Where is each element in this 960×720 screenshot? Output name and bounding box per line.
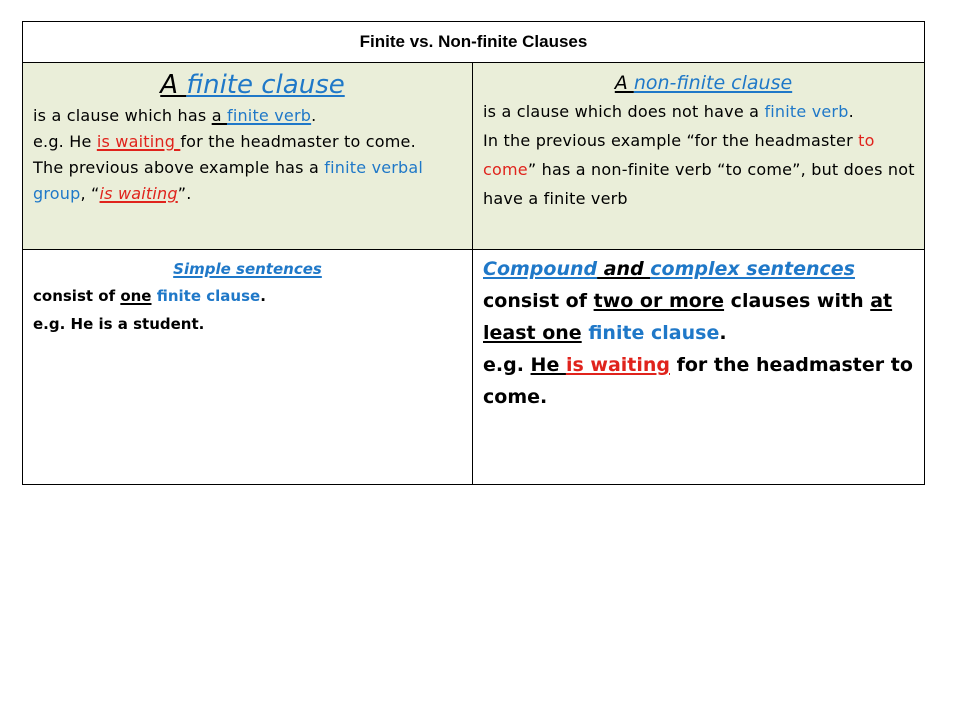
finite-verb-term: finite verb (764, 102, 849, 121)
finite-clause-example (33, 129, 472, 155)
simple-sentences-term: Simple sentences (173, 260, 322, 278)
text-segment: ” has a non-finite verb “to come”, but does not have a finite verb (483, 160, 915, 208)
finite-clause-heading-term: finite clause (186, 70, 345, 100)
non-finite-verb-example: to come (483, 131, 875, 179)
non-finite-heading-term: non-finite clause (633, 72, 793, 94)
non-finite-heading-prefix: A (614, 72, 634, 94)
text-segment: . (311, 106, 317, 125)
non-finite-clause-heading (483, 69, 924, 97)
finite-verb-quote: is waiting (99, 184, 178, 203)
finite-clause-heading-prefix: A (160, 70, 187, 100)
text-segment: He (530, 354, 566, 376)
finite-clause-term: finite clause (156, 287, 261, 305)
text-segment: is a clause which does not have a (483, 102, 765, 121)
complex-sentences-term: complex sentences (650, 258, 855, 280)
text-segment: The previous above example has a (33, 158, 325, 177)
non-finite-clause-definition (483, 97, 924, 126)
compound-sentences-example (483, 349, 924, 413)
simple-sentences-definition (33, 282, 472, 310)
finite-verbal-group-term: finite verbal group (33, 158, 424, 203)
finite-clause-heading (33, 69, 472, 101)
finite-clause-note (33, 155, 472, 207)
finite-clause-definition (33, 103, 472, 129)
text-segment: clauses with (724, 290, 871, 312)
text-segment: consist of (33, 287, 121, 305)
text-segment: for the headmaster to come. (483, 354, 913, 408)
compound-sentences-definition (483, 285, 924, 349)
finite-clause-term: finite clause (588, 322, 720, 344)
text-segment: and (597, 258, 651, 280)
finite-verb-example: is waiting (565, 354, 670, 376)
text-segment: . (719, 322, 727, 344)
text-segment: is a clause which has (33, 106, 212, 125)
compound-term: Compound (483, 258, 598, 280)
slide-title: Finite vs. Non-finite Clauses (359, 32, 588, 51)
simple-sentences-example: e.g. He is a student. (33, 315, 205, 333)
finite-clause-cell (23, 63, 473, 250)
text-segment: ”. (177, 184, 192, 203)
text-segment: for the headmaster to come. (180, 132, 416, 151)
non-finite-clause-note (483, 126, 924, 213)
compound-sentences-heading (483, 254, 924, 284)
text-segment: e.g. He (33, 132, 97, 151)
compound-sentences-body (483, 285, 924, 413)
one-emphasis: one (120, 287, 152, 305)
non-finite-clause-cell (473, 63, 925, 250)
simple-sentences-cell (23, 250, 473, 485)
finite-verb-example: is waiting (96, 132, 181, 151)
text-segment: a (211, 106, 227, 125)
table-title-cell (23, 22, 925, 63)
text-segment: . (848, 102, 854, 121)
finite-clause-body (33, 103, 472, 207)
text-segment: consist of (483, 290, 594, 312)
clauses-table (22, 21, 925, 485)
text-segment: , “ (80, 184, 100, 203)
text-segment: In the previous example “for the headmaster (483, 131, 859, 150)
simple-sentences-heading (23, 256, 472, 282)
non-finite-clause-body (483, 97, 924, 213)
compound-sentences-cell (473, 250, 925, 485)
text-segment: . (260, 287, 266, 305)
text-segment: e.g. (483, 354, 531, 376)
two-or-more-emphasis: two or more (593, 290, 725, 312)
at-least-one-emphasis: at least one (483, 290, 893, 344)
simple-sentences-body (33, 282, 472, 338)
finite-verb-term: finite verb (226, 106, 312, 125)
